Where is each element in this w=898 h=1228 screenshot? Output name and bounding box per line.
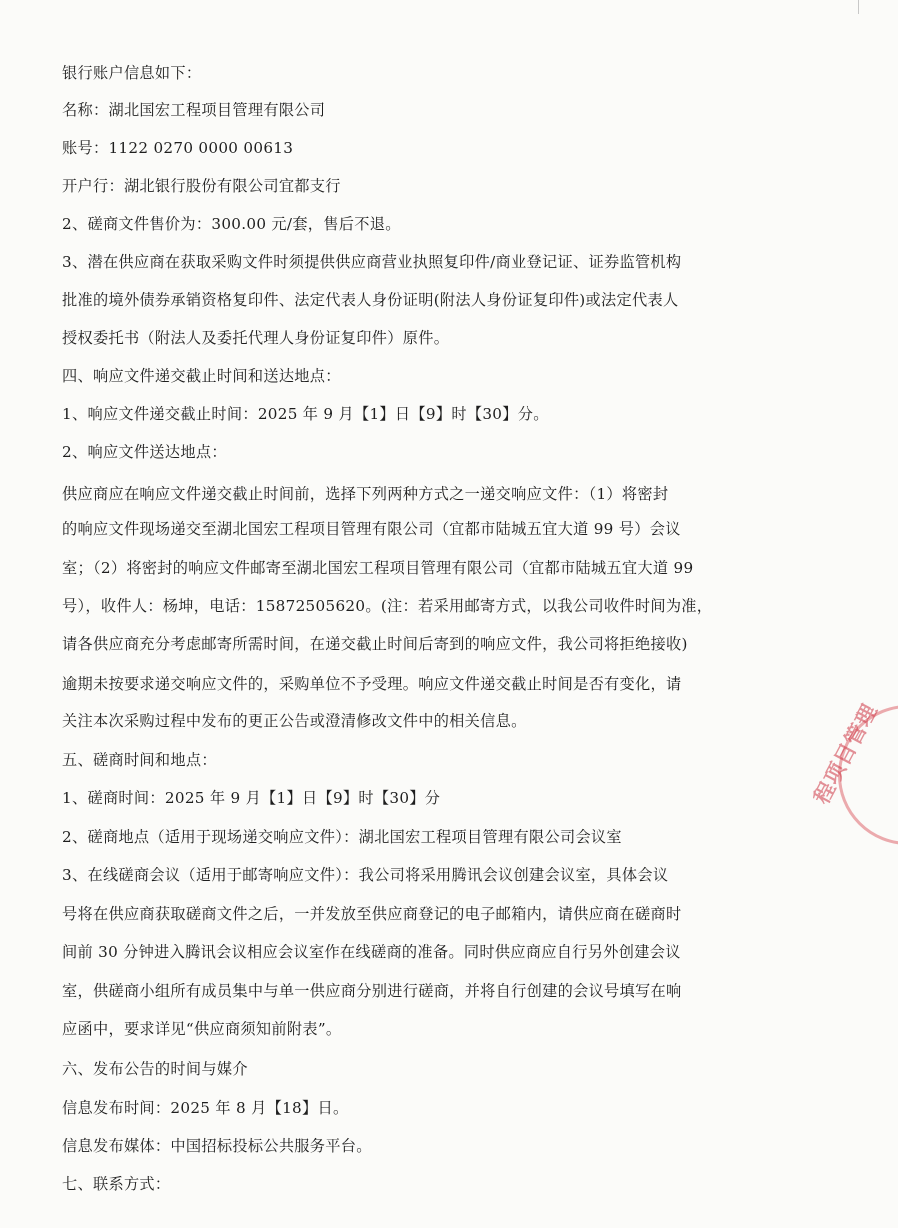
text-line: 号），收件人：杨坤，电话：15872505620。(注：若采用邮寄方式，以我公司收件时间为准，: [62, 597, 713, 615]
text-line: 逾期未按要求递交响应文件的，采购单位不予受理。响应文件递交截止时间是否有变化，请: [62, 675, 682, 693]
section-heading: 七、联系方式：: [62, 1175, 171, 1193]
text-line: 供应商应在响应文件递交截止时间前，选择下列两种方式之一递交响应文件：（1）将密封: [62, 485, 669, 503]
text-line: 号将在供应商获取磋商文件之后，一并发放至供应商登记的电子邮箱内，请供应商在磋商时: [62, 905, 682, 923]
section-heading: 五、磋商时间和地点：: [62, 751, 217, 769]
text-line: 室，供磋商小组所有成员集中与单一供应商分别进行磋商，并将自行创建的会议号填写在响: [62, 982, 682, 1000]
text-line: 1、响应文件递交截止时间：2025 年 9 月【1】日【9】时【30】分。: [62, 405, 549, 423]
text-line: 开户行：湖北银行股份有限公司宜都支行: [62, 177, 341, 195]
text-line: 2、响应文件送达地点：: [62, 443, 227, 461]
text-line: 的响应文件现场递交至湖北国宏工程项目管理有限公司（宜都市陆城五宜大道 99 号）会议: [62, 520, 681, 538]
text-line: 关注本次采购过程中发布的更正公告或澄清修改文件中的相关信息。: [62, 712, 527, 730]
text-line: 名称：湖北国宏工程项目管理有限公司: [62, 101, 326, 119]
section-heading: 四、响应文件递交截止时间和送达地点：: [62, 367, 341, 385]
text-line: 账号：1122 0270 0000 00613: [62, 139, 294, 157]
text-line: 3、在线磋商会议（适用于邮寄响应文件）：我公司将采用腾讯会议创建会议室，具体会议: [62, 866, 669, 884]
text-line: 信息发布媒体：中国招标投标公共服务平台。: [62, 1137, 372, 1155]
text-line: 请各供应商充分考虑邮寄所需时间，在递交截止时间后寄到的响应文件，我公司将拒绝接收): [62, 635, 688, 653]
text-line: 室；（2）将密封的响应文件邮寄至湖北国宏工程项目管理有限公司（宜都市陆城五宜大道 99: [62, 559, 694, 577]
text-line: 1、磋商时间：2025 年 9 月【1】日【9】时【30】分: [62, 789, 441, 807]
text-line: 应函中，要求详见“供应商须知前附表”。: [62, 1020, 342, 1038]
text-line: 银行账户信息如下：: [62, 64, 202, 82]
text-line: 间前 30 分钟进入腾讯会议相应会议室作在线磋商的准备。同时供应商应自行另外创建会议: [62, 943, 681, 961]
text-line: 信息发布时间：2025 年 8 月【18】日。: [62, 1099, 349, 1117]
text-line: 3、潜在供应商在获取采购文件时须提供供应商营业执照复印件/商业登记证、证券监管机构: [62, 253, 682, 271]
seal-text: 程项目管理: [809, 699, 883, 808]
text-line: 批准的境外债券承销资格复印件、法定代表人身份证明(附法人身份证复印件)或法定代表人: [62, 291, 679, 309]
section-heading: 六、发布公告的时间与媒介: [62, 1060, 248, 1078]
text-line: 2、磋商文件售价为：300.00 元/套，售后不退。: [62, 215, 401, 233]
text-line: 2、磋商地点（适用于现场递交响应文件）：湖北国宏工程项目管理有限公司会议室: [62, 828, 622, 846]
scan-edge-mark: [858, 0, 859, 14]
text-line: 授权委托书（附法人及委托代理人身份证复印件）原件。: [62, 329, 450, 347]
